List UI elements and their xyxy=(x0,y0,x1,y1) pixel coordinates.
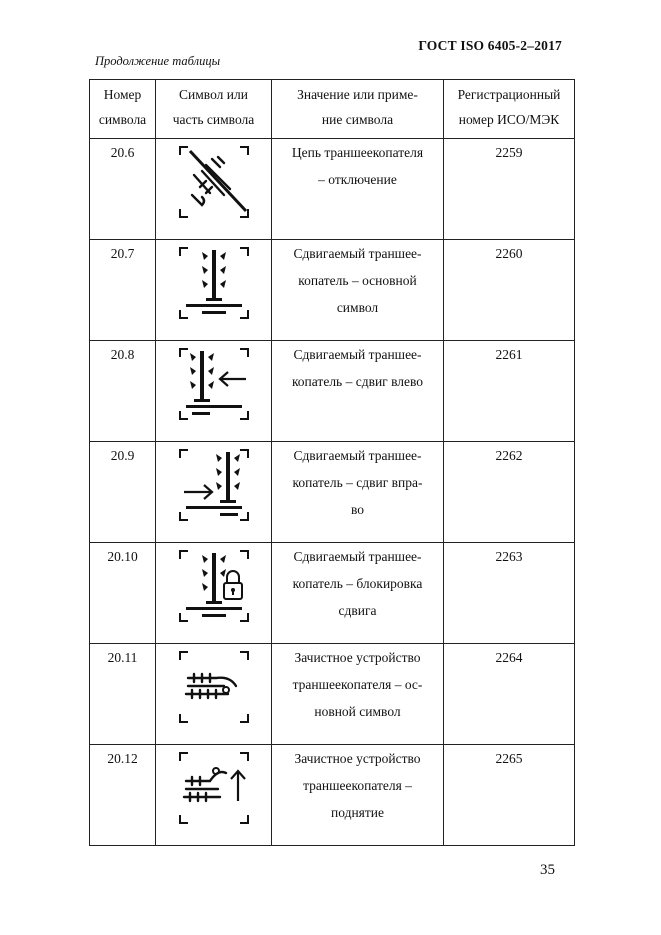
table-continuation-label: Продолжение таблицы xyxy=(95,54,221,68)
column-header-meaning: Значение или приме- ние символа xyxy=(272,80,444,139)
column-header-symbol: Символ или часть символа xyxy=(156,80,272,139)
meaning-line: – отключение xyxy=(318,172,397,187)
table-row xyxy=(90,240,575,341)
table-row xyxy=(90,442,575,543)
table-row xyxy=(90,644,575,745)
table-row xyxy=(90,341,575,442)
meaning-line: поднятие xyxy=(330,805,384,820)
meaning-line: символ xyxy=(336,300,379,315)
meaning-line: Зачистное устройство xyxy=(294,650,421,665)
meaning-line: траншеекопателя – ос- xyxy=(292,677,423,692)
meaning-line: копатель – основной xyxy=(298,273,417,288)
table-row xyxy=(90,745,575,846)
meaning-line: Сдвигаемый траншее- xyxy=(293,448,422,463)
symbol-number: 20.6 xyxy=(90,139,156,240)
table-row xyxy=(90,139,575,240)
offset-trencher-shift-right-icon xyxy=(172,444,256,524)
meaning-line: копатель – блокировка xyxy=(292,576,423,591)
meaning-line: Сдвигаемый траншее- xyxy=(293,246,422,261)
registration-number: 2260 xyxy=(444,240,575,341)
page-number: 35 xyxy=(540,862,555,878)
column-header-registration: Регистрационный номер ИСО/МЭК xyxy=(444,80,575,139)
registration-number: 2262 xyxy=(444,442,575,543)
offset-trencher-icon xyxy=(172,242,256,322)
column-header-number: Номер символа xyxy=(90,80,156,139)
meaning-line: новной символ xyxy=(314,704,401,719)
registration-number: 2263 xyxy=(444,543,575,644)
meaning-line: Цепь траншеекопателя xyxy=(291,145,424,160)
table-header-row xyxy=(90,80,575,139)
symbol-number: 20.11 xyxy=(90,644,156,745)
registration-number: 2261 xyxy=(444,341,575,442)
meaning-line: траншеекопателя – xyxy=(303,778,412,793)
symbol-number: 20.7 xyxy=(90,240,156,341)
meaning-line: Зачистное устройство xyxy=(294,751,421,766)
symbol-number: 20.12 xyxy=(90,745,156,846)
symbol-number: 20.9 xyxy=(90,442,156,543)
trencher-crumber-icon xyxy=(172,646,256,726)
symbol-number: 20.10 xyxy=(90,543,156,644)
meaning-line: сдвига xyxy=(338,603,377,618)
offset-trencher-shift-left-icon xyxy=(172,343,256,423)
meaning-line: копатель – сдвиг влево xyxy=(291,374,424,389)
offset-trencher-lock-icon xyxy=(172,545,256,625)
registration-number: 2265 xyxy=(444,745,575,846)
trencher-chain-disengage-icon xyxy=(172,141,256,221)
meaning-line: во xyxy=(350,502,365,517)
meaning-line: Сдвигаемый траншее- xyxy=(293,549,422,564)
symbols-table xyxy=(89,79,575,846)
document-code: ГОСТ ISO 6405-2–2017 xyxy=(418,38,562,53)
trencher-crumber-raise-icon xyxy=(172,747,256,827)
meaning-line: Сдвигаемый траншее- xyxy=(293,347,422,362)
registration-number: 2264 xyxy=(444,644,575,745)
meaning-line: копатель – сдвиг впра- xyxy=(292,475,423,490)
symbol-number: 20.8 xyxy=(90,341,156,442)
table-row xyxy=(90,543,575,644)
registration-number: 2259 xyxy=(444,139,575,240)
